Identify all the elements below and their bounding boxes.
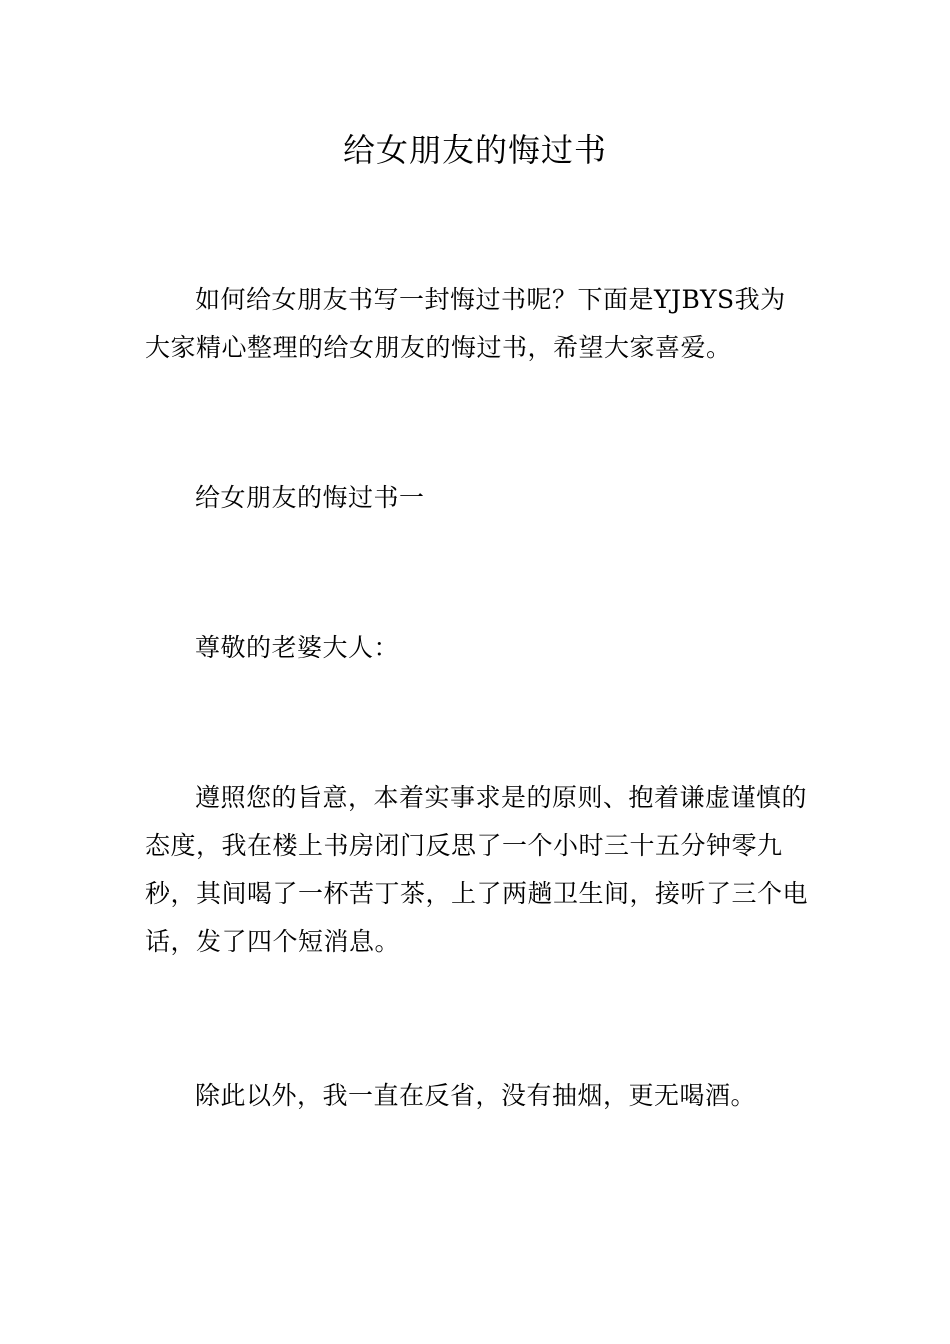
document-title: 给女朋友的悔过书: [342, 131, 607, 169]
body-paragraph: 除此以外，我一直在反省，没有抽烟，更无喝酒。: [195, 1081, 757, 1110]
body-paragraph: 遵照您的旨意，本着实事求是的原则、抱着谦虚谨慎的态度，我在楼上书房闭门反思了一个小时三十五分钟零九秒，其间喝了一杯苦丁茶，上了两趟卫生间，接听了三个电话，发了四个短消息。: [145, 783, 809, 956]
intro-paragraph: 如何给女朋友书写一封悔过书呢？下面是YJBYS我为大家精心整理的给女朋友的悔过书，希望大家喜爱。: [145, 285, 786, 362]
salutation: 尊敬的老婆大人：: [195, 633, 400, 662]
section-heading: 给女朋友的悔过书一: [195, 483, 425, 512]
